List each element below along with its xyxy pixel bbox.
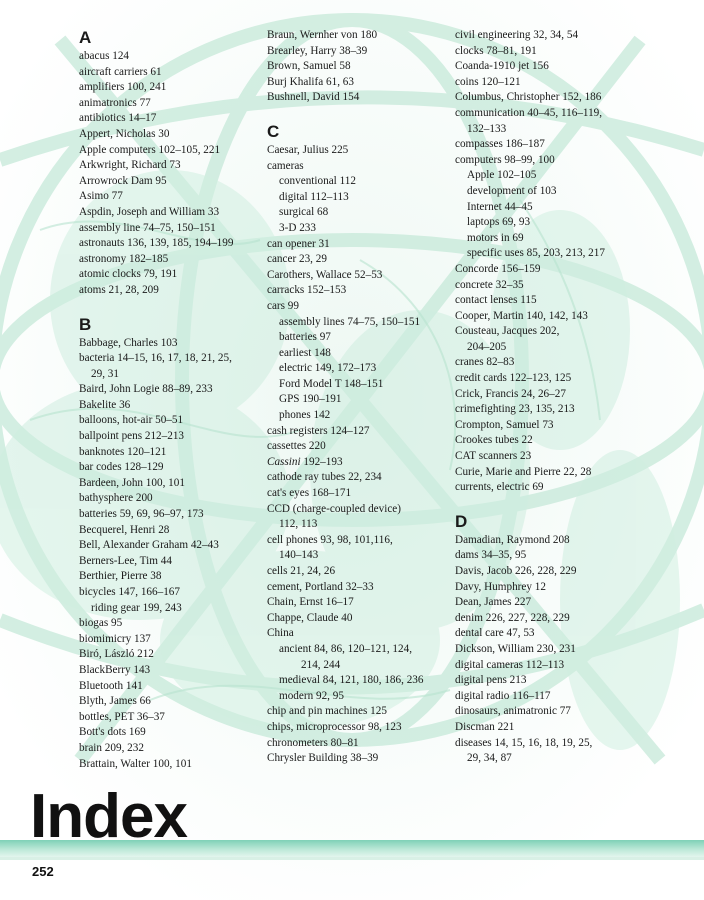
index-entry: cathode ray tubes 22, 234	[267, 471, 382, 484]
index-subentry: surgical 68	[279, 206, 329, 219]
index-entry: credit cards 122–123, 125	[455, 372, 572, 385]
index-entry: diseases 14, 15, 16, 18, 19, 25,	[455, 736, 593, 749]
index-entry: Arkwright, Richard 73	[79, 159, 181, 172]
section-letter-heading: C	[267, 121, 280, 141]
page-title: Index	[30, 782, 187, 851]
index-entry-continuation: 112, 113	[279, 518, 318, 531]
index-entry-continuation: 29, 34, 87	[467, 752, 512, 765]
index-entry: Crick, Francis 24, 26–27	[455, 387, 566, 400]
index-entry: Crookes tubes 22	[455, 434, 533, 447]
index-subentry: riding gear 199, 243	[91, 601, 182, 614]
index-entry: Brearley, Harry 38–39	[267, 44, 368, 57]
index-entry: Chappe, Claude 40	[267, 611, 353, 624]
index-entry	[267, 455, 449, 471]
index-entry: Bell, Alexander Graham 42–43	[79, 539, 219, 552]
index-subentry: Ford Model T 148–151	[279, 377, 384, 390]
index-entry: cells 21, 24, 26	[267, 565, 336, 577]
index-entry: bar codes 128–129	[79, 461, 164, 474]
index-entry: bathysphere 200	[79, 492, 153, 505]
index-subentry: digital 112–113	[279, 190, 349, 203]
index-subentry: laptops 69, 93	[467, 216, 531, 229]
index-entry: digital pens 213	[455, 674, 527, 687]
index-entry: Appert, Nicholas 30	[79, 127, 170, 140]
index-entry: Davy, Humphrey 12	[455, 580, 546, 593]
index-entry: Berthier, Pierre 38	[79, 570, 162, 583]
index-entry: Babbage, Charles 103	[79, 336, 178, 349]
index-entry: cell phones 93, 98, 101,116,	[267, 533, 393, 546]
index-entry: Bardeen, John 100, 101	[79, 476, 185, 489]
index-subentry: phones 142	[279, 409, 331, 422]
index-entry: Chrysler Building 38–39	[267, 752, 379, 765]
index-entry: Curie, Marie and Pierre 22, 28	[455, 465, 592, 478]
index-subentry: GPS 190–191	[279, 393, 342, 406]
index-entry: bacteria 14–15, 16, 17, 18, 21, 25,	[79, 352, 232, 365]
index-subentry: batteries 97	[279, 331, 331, 344]
index-entry: Damadian, Raymond 208	[455, 533, 570, 546]
index-entry-continuation: 214, 244	[301, 658, 341, 671]
index-subentry: assembly lines 74–75, 150–151	[279, 315, 421, 328]
index-subentry: Apple 102–105	[467, 169, 537, 182]
section-letter-heading: D	[455, 511, 468, 531]
index-entry: ballpoint pens 212–213	[79, 430, 185, 443]
index-entry: Crompton, Samuel 73	[455, 418, 554, 431]
index-entry: Caesar, Julius 225	[267, 143, 349, 156]
index-section	[267, 122, 449, 767]
index-entry: biogas 95	[79, 617, 123, 630]
index-entry: balloons, hot-air 50–51	[79, 414, 184, 427]
index-section	[79, 315, 261, 773]
index-entry: Chain, Ernst 16–17	[267, 596, 354, 609]
index-section	[455, 28, 645, 496]
index-entry: batteries 59, 69, 96–97, 173	[79, 508, 204, 521]
index-subentry: conventional 112	[279, 175, 356, 188]
index-entry: Coanda-1910 jet 156	[455, 60, 549, 73]
index-entry: can opener 31	[267, 237, 330, 250]
index-entry: carracks 152–153	[267, 284, 347, 297]
index-entry: currents, electric 69	[455, 481, 544, 494]
index-entry: cars 99	[267, 299, 299, 312]
index-entry: computers 98–99, 100	[455, 153, 555, 166]
index-entry: atomic clocks 79, 191	[79, 268, 178, 281]
index-entry: Columbus, Christopher 152, 186	[455, 91, 602, 104]
index-entry: biomimicry 137	[79, 632, 151, 645]
index-entry: dinosaurs, animatronic 77	[455, 705, 571, 718]
footer-band-line	[0, 857, 704, 860]
index-entry: Aspdin, Joseph and William 33	[79, 205, 220, 218]
index-entry: Burj Khalifa 61, 63	[267, 75, 354, 88]
index-entry: Discman 221	[455, 720, 515, 733]
index-entry: dental care 47, 53	[455, 627, 535, 640]
index-entry: concrete 32–35	[455, 278, 524, 291]
index-subentry: 3-D 233	[279, 221, 316, 234]
index-entry: bottles, PET 36–37	[79, 710, 165, 723]
index-entry-pages: 192–193	[300, 455, 343, 468]
index-entry: cassettes 220	[267, 440, 326, 453]
index-subentry: motors in 69	[467, 231, 524, 244]
index-entry: communication 40–45, 116–119,	[455, 106, 603, 119]
index-entry: Bott's dots 169	[79, 726, 146, 739]
index-subentry: medieval 84, 121, 180, 186, 236	[279, 674, 424, 687]
index-entry: Blyth, James 66	[79, 695, 151, 708]
index-entry: Cooper, Martin 140, 142, 143	[455, 309, 588, 322]
index-column-2	[267, 28, 449, 783]
index-subentry: electric 149, 172–173	[279, 362, 377, 375]
index-entry: aircraft carriers 61	[79, 65, 162, 78]
index-entry: astronauts 136, 139, 185, 194–199	[79, 237, 234, 250]
index-entry: Baird, John Logie 88–89, 233	[79, 383, 213, 396]
index-entry: CCD (charge-coupled device)	[267, 502, 401, 515]
index-entry: Concorde 156–159	[455, 262, 541, 275]
index-entry: chronometers 80–81	[267, 736, 359, 749]
index-entry: Cousteau, Jacques 202,	[455, 325, 560, 338]
index-entry: Brattain, Walter 100, 101	[79, 757, 192, 770]
index-entry: dams 34–35, 95	[455, 549, 527, 562]
index-entry: contact lenses 115	[455, 294, 537, 307]
index-subentry: ancient 84, 86, 120–121, 124,	[279, 642, 412, 655]
index-entry: Becquerel, Henri 28	[79, 523, 170, 536]
index-entry: Dean, James 227	[455, 596, 532, 609]
index-entry-continuation: 204–205	[467, 340, 507, 353]
index-entry: bicycles 147, 166–167	[79, 586, 180, 598]
index-entry: banknotes 120–121	[79, 445, 167, 458]
index-entry: cancer 23, 29	[267, 253, 327, 266]
index-subentry: modern 92, 95	[279, 689, 344, 702]
index-entry: civil engineering 32, 34, 54	[455, 29, 579, 41]
index-entry-italic-title: Cassini	[267, 455, 301, 468]
index-entry: atoms 21, 28, 209	[79, 283, 159, 296]
index-entry: digital cameras 112–113	[455, 658, 565, 671]
index-entry-continuation: 140–143	[279, 549, 319, 562]
index-entry: Braun, Wernher von 180	[267, 29, 378, 41]
index-entry: antibiotics 14–17	[79, 112, 157, 125]
index-entry: Brown, Samuel 58	[267, 60, 351, 73]
index-column-3	[455, 28, 645, 783]
index-entry-continuation: 132–133	[467, 122, 507, 135]
index-subentry: development of 103	[467, 184, 557, 197]
index-entry: Bakelite 36	[79, 398, 131, 411]
index-section	[455, 512, 645, 767]
index-entry: cement, Portland 32–33	[267, 580, 374, 593]
index-entry: animatronics 77	[79, 96, 151, 109]
index-entry: digital radio 116–117	[455, 689, 551, 702]
index-entry: cranes 82–83	[455, 356, 515, 369]
index-section	[267, 28, 449, 106]
index-entry: Asimo 77	[79, 190, 123, 203]
index-entry: clocks 78–81, 191	[455, 44, 537, 57]
index-column-1	[79, 28, 261, 788]
index-entry: cat's eyes 168–171	[267, 487, 352, 500]
index-entry: cash registers 124–127	[267, 424, 370, 437]
index-entry: Arrowrock Dam 95	[79, 174, 167, 187]
section-letter-heading: B	[79, 314, 92, 334]
index-entry-continuation: 29, 31	[91, 367, 119, 380]
index-entry: Bluetooth 141	[79, 679, 143, 692]
index-subentry: earliest 148	[279, 346, 331, 359]
index-section	[79, 28, 261, 299]
index-entry: CAT scanners 23	[455, 450, 532, 463]
index-entry: coins 120–121	[455, 75, 521, 88]
index-entry: chips, microprocessor 98, 123	[267, 720, 402, 733]
index-entry: BlackBerry 143	[79, 663, 151, 676]
index-entry: cameras	[267, 159, 304, 172]
index-entry: Apple computers 102–105, 221	[79, 143, 221, 156]
index-entry: assembly line 74–75, 150–151	[79, 221, 216, 234]
index-entry: compasses 186–187	[455, 138, 545, 151]
index-entry: brain 209, 232	[79, 741, 144, 754]
page-number: 252	[32, 864, 54, 879]
section-letter-heading: A	[79, 28, 92, 47]
index-entry: chip and pin machines 125	[267, 705, 387, 718]
index-entry: Biró, László 212	[79, 648, 154, 661]
index-entry: abacus 124	[79, 50, 130, 62]
index-entry: Dickson, William 230, 231	[455, 642, 576, 655]
index-entry: Davis, Jacob 226, 228, 229	[455, 565, 577, 577]
index-entry: denim 226, 227, 228, 229	[455, 611, 570, 624]
index-subentry: specific uses 85, 203, 213, 217	[467, 247, 605, 260]
index-entry: crimefighting 23, 135, 213	[455, 403, 575, 416]
index-entry: China	[267, 627, 294, 640]
index-entry: Carothers, Wallace 52–53	[267, 268, 383, 281]
index-entry: Berners-Lee, Tim 44	[79, 554, 172, 567]
index-entry: astronomy 182–185	[79, 252, 169, 265]
index-subentry: Internet 44–45	[467, 200, 533, 213]
index-entry: Bushnell, David 154	[267, 91, 360, 104]
index-entry: amplifiers 100, 241	[79, 81, 167, 94]
